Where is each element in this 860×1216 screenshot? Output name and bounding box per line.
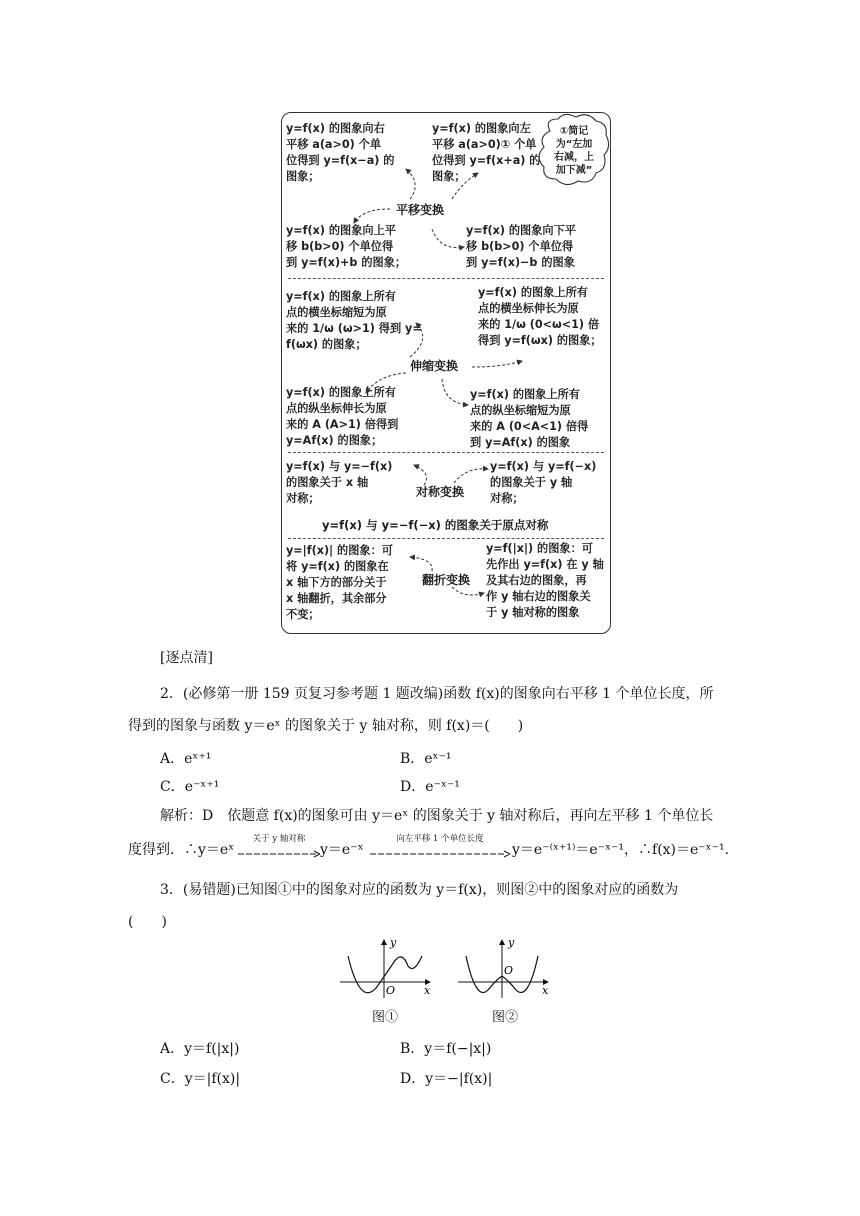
q2-arrow-2 [370, 832, 510, 863]
figure-1-graph [338, 936, 438, 1000]
arrow-to-stretch-y [366, 373, 406, 393]
q2-solution-line2-mid: y＝e⁻ˣ [320, 842, 364, 858]
arrow-to-left-shift [452, 173, 478, 199]
diagram-arrows [282, 113, 610, 633]
shrink-x-text: y=f(x) 的图象上所有 点的横坐标缩短为原 来的 1/ω (ω>1) 得到 y= f(ωx) 的图象； [286, 290, 422, 351]
arrow-to-y-axis-sym [454, 469, 488, 483]
figure-1-caption: 图① [372, 1010, 399, 1025]
figure-2-x-label: x [542, 984, 549, 997]
note-cloud-shape [539, 114, 609, 184]
transformation-diagram [281, 112, 611, 634]
q2-arrow-2-label: 向左平移 1 个单位长度 [396, 834, 484, 844]
stretch-x-text: y=f(x) 的图象上所有 点的横坐标伸长为原 来的 1/ω (0<ω<1) 倍 得到 y=f(ωx) 的图象； [478, 286, 602, 347]
q3-stem-line2: ( ) [128, 914, 167, 930]
q3-option-c[interactable]: C．y＝|f(x)| [160, 1071, 241, 1087]
q2-solution-line2-end: y＝e⁻⁽ˣ⁺¹⁾＝e⁻ˣ⁻¹，∴f(x)＝e⁻ˣ⁻¹. [512, 842, 730, 858]
arrow-to-down-shift [432, 229, 464, 248]
arrow-to-shrink-x [410, 323, 423, 357]
q2-option-a[interactable]: A．eˣ⁺¹ [160, 751, 212, 767]
note-bubble-text: ①简记 为“左加 右减，上 加下减” [554, 126, 594, 176]
arrow-to-x-axis-sym [414, 465, 426, 485]
scaling-center-label: 伸缩变换 [410, 359, 459, 373]
figure-1-y-label: y [390, 936, 397, 949]
arrow-to-shrink-y [442, 379, 468, 405]
q2-arrow-1 [238, 832, 320, 863]
figure-2-caption: 图② [492, 1010, 519, 1025]
f-abs-text: y=f(|x|) 的图象：可 先作出 y=f(x) 在 y 轴 及其右边的图象，再 作 y 轴右边的图象关 于 y 轴对称的图象 [486, 542, 604, 619]
x-axis-symmetry-text: y=f(x) 与 y=−f(x) 的图象关于 x 轴 对称； [286, 460, 393, 505]
q2-arrow-1-label: 关于 y 轴对称 [252, 834, 306, 844]
q2-stem-line1: 2．(必修第一册 159 页复习参考题 1 题改编)函数 f(x)的图象向右平移 1 个单位长度，所 [160, 686, 714, 702]
origin-symmetry-text: y=f(x) 与 y=−f(−x) 的图象关于原点对称 [322, 518, 549, 532]
q2-arrow-1-line [238, 849, 320, 859]
arrow-to-f-abs [452, 587, 484, 595]
stretch-y-text: y=f(x) 的图象上所有 点的纵坐标伸长为原 来的 A (A>1) 倍得到 y=Af(x) 的图象； [286, 386, 399, 447]
q3-stem-line1: 3．(易错题)已知图①中的图象对应的函数为 y＝f(x)，则图②中的图象对应的函数为 [160, 882, 679, 898]
down-shift-text: y=f(x) 的图象向下平 移 b(b>0) 个单位得 到 y=f(x)−b 的图象 [466, 224, 576, 269]
arrow-to-up-shift [354, 209, 390, 223]
arrow-to-stretch-x [472, 361, 522, 367]
figure-2-origin-label: O [504, 964, 514, 977]
figure-2-graph [456, 936, 556, 1000]
q2-option-c[interactable]: C．e⁻ˣ⁺¹ [160, 779, 220, 795]
right-shift-text: y=f(x) 的图象向右 平移 a(a>0) 个单 位得到 y=f(x−a) 的 图象； [286, 122, 395, 183]
symmetry-center-label: 对称变换 [416, 485, 465, 499]
abs-f-text: y=|f(x)| 的图象：可 将 y=f(x) 的图象在 x 轴下方的部分关于 x 轴翻折，其余部分 不变； [286, 544, 393, 621]
q2-option-b[interactable]: B．eˣ⁻¹ [400, 751, 452, 767]
q3-option-b[interactable]: B．y＝f(−|x|) [400, 1041, 492, 1057]
left-shift-text: y=f(x) 的图象向左 平移 a(a>0)① 个单 位得到 y=f(x+a) 的 图象； [432, 122, 541, 183]
arrow-to-abs-f [410, 557, 432, 571]
arrow-to-right-shift [406, 169, 415, 199]
q2-solution-line1: 解析：D 依题意 f(x)的图象可由 y＝eˣ 的图象关于 y 轴对称后，再向左平移 1 个单位长 [160, 808, 714, 824]
figure-1-x-label: x [424, 984, 431, 997]
q2-arrow-2-line [370, 849, 510, 859]
figure-1-curve [348, 956, 422, 993]
q3-option-a[interactable]: A．y＝f(|x|) [160, 1041, 240, 1057]
y-axis-symmetry-text: y=f(x) 与 y=f(−x) 的图象关于 y 轴 对称； [490, 460, 597, 505]
flip-center-label: 翻折变换 [422, 573, 471, 587]
shrink-y-text: y=f(x) 的图象上所有 点的纵坐标缩短为原 来的 A (0<A<1) 倍得 到 y=Af(x) 的图象 [470, 388, 589, 449]
figure-2-y-label: y [508, 936, 515, 949]
q2-stem-line2: 得到的图象与函数 y＝eˣ 的图象关于 y 轴对称，则 f(x)＝( ) [128, 718, 524, 734]
q2-option-d[interactable]: D．e⁻ˣ⁻¹ [400, 779, 460, 795]
q2-solution-line2-start: 度得到．∴y＝eˣ [128, 842, 235, 858]
q3-option-d[interactable]: D．y＝−|f(x)| [400, 1071, 493, 1087]
section-label: [逐点清] [160, 650, 213, 666]
up-shift-text: y=f(x) 的图象向上平 移 b(b>0) 个单位得 到 y=f(x)+b 的图象； [286, 224, 407, 269]
translation-center-label: 平移变换 [396, 203, 445, 217]
figure-1-origin-label: O [386, 984, 396, 997]
